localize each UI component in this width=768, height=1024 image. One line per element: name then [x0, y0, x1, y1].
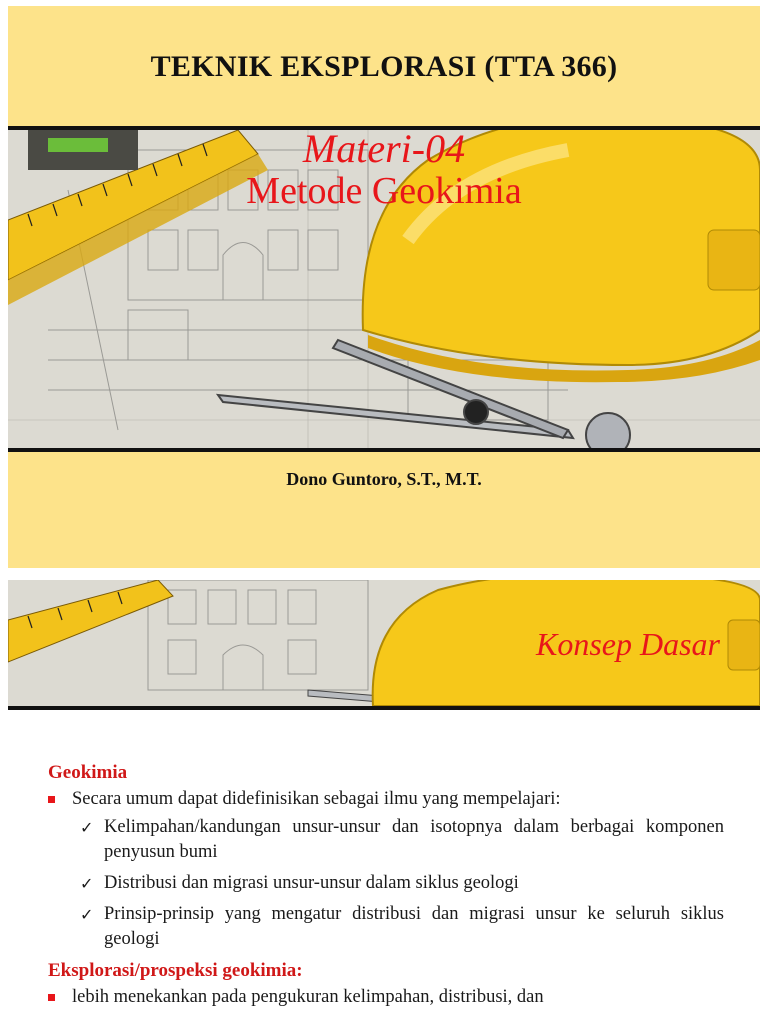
- checkmark-icon: ✓: [80, 905, 94, 924]
- slide-body: [48, 760, 724, 1012]
- checkmark-icon: ✓: [80, 874, 94, 893]
- check-text: Kelimpahan/kandungan unsur-unsur dan isotopnya dalam berbagai komponen penyusun bumi: [104, 817, 724, 862]
- list-item: [48, 787, 724, 812]
- title-slide: [8, 6, 760, 568]
- materi-topic: Metode Geokimia: [246, 170, 522, 212]
- list-item: [48, 902, 724, 952]
- red-square-bullet-icon: [48, 796, 55, 803]
- heading-eksplorasi: Eksplorasi/prospeksi geokimia:: [48, 960, 303, 981]
- red-square-bullet-icon: [48, 994, 55, 1001]
- list-item: [48, 871, 724, 896]
- slide-title: Konsep Dasar: [535, 626, 720, 662]
- checkmark-icon: ✓: [80, 818, 94, 837]
- list-item: [48, 985, 724, 1010]
- check-text: Prinsip-prinsip yang mengatur distribusi dan migrasi unsur ke seluruh siklus geologi: [104, 904, 724, 949]
- lecture-title: [8, 128, 760, 212]
- content-slide: [8, 580, 760, 1024]
- author-name: Dono Guntoro, S.T., M.T.: [286, 469, 482, 489]
- materi-number: Materi-04: [302, 126, 466, 171]
- check-text: Distribusi dan migrasi unsur-unsur dalam siklus geologi: [104, 873, 519, 893]
- bullet-text: Secara umum dapat didefinisikan sebagai ilmu yang mempelajari:: [72, 789, 561, 809]
- heading-geokimia: Geokimia: [48, 762, 128, 783]
- list-item: [48, 815, 724, 865]
- bullet-text: lebih menekankan pada pengukuran kelimpahan, distribusi, dan: [72, 987, 544, 1007]
- course-title: TEKNIK EKSPLORASI (TTA 366): [150, 50, 618, 83]
